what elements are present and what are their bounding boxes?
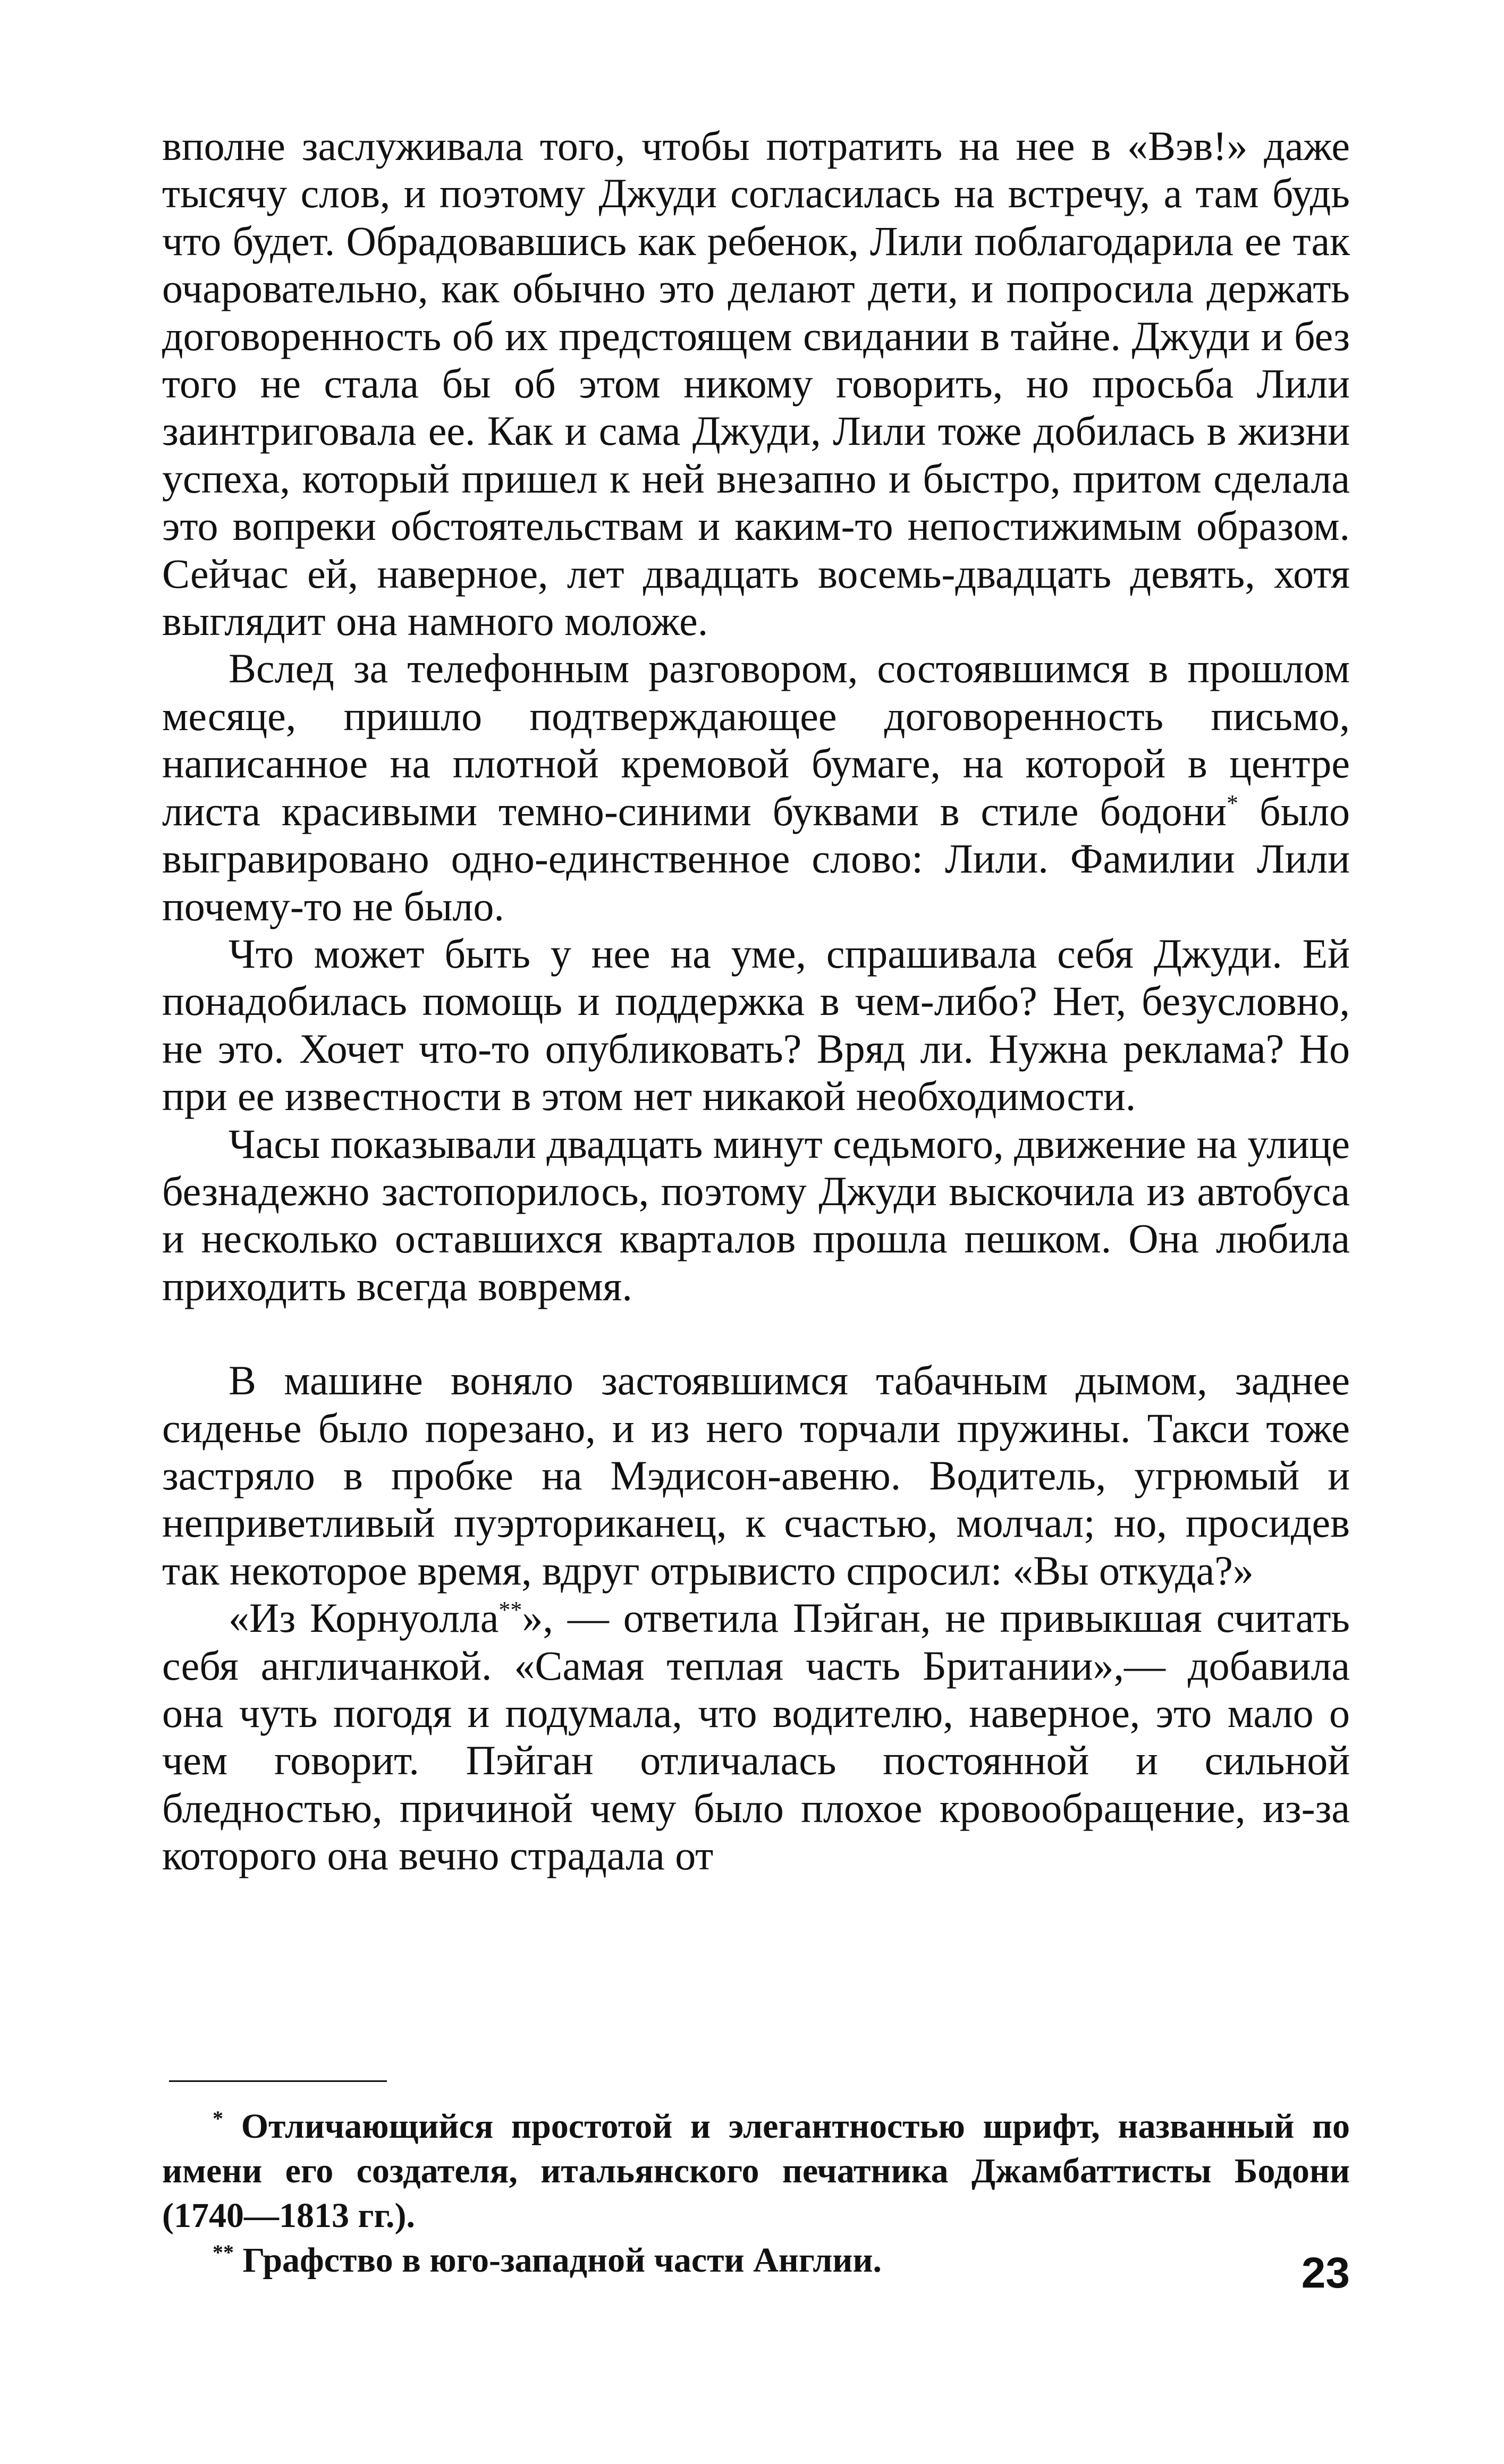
page-number: 23 — [1301, 2249, 1350, 2297]
footnote — [162, 2238, 1350, 2283]
paragraph-continued: вполне заслуживала того, чтобы потратить на нее в «Вэв!» даже тысячу слов, и поэтому Джуди согласилась на встречу, а там будь что будет. Обрадовавшись как ребенок, Лили поблагодарила ее так очаровательно, как обычно это делают дети, и попросила держать договоренность об их предстоящем свидании в тайне. Джуди и без того не стала бы об этом никому говорить, но просьба Лили заинтриговала ее. Как и сама Джуди, Лили тоже добилась в жизни успеха, который пришел к ней внезапно и быстро, притом сделала это вопреки обстоятельствам и каким-то непостижимым образом. Сейчас ей, наверное, лет двадцать восемь-двадцать девять, хотя выглядит она намного моложе. — [162, 123, 1350, 645]
section-break — [162, 1310, 1350, 1357]
paragraph-clock: Часы показывали двадцать минут седьмого, движение на улице безнадежно застопорилось, поэтому Джуди выскочила из автобуса и несколько оставшихся кварталов прошла пешком. Она любила приходить всегда вовремя. — [162, 1120, 1350, 1309]
paragraph-text: было выгравировано одно-единственное слово: Лили. Фамилии Лили почему-то не было. — [162, 788, 1350, 929]
footnote-text: Отличающийся простотой и элегантностью шрифт, названный по имени его создателя, итальянского печатника Джамбаттисты Бодони (1740—1813 гг.). — [162, 2107, 1350, 2235]
paragraph-questions: Что может быть у нее на уме, спрашивала себя Джуди. Ей понадобилась помощь и поддержка в чем-либо? Нет, безусловно, не это. Хочет что-то опубликовать? Вряд ли. Нужна реклама? Но при ее известности в этом нет никакой необходимости. — [162, 930, 1350, 1120]
footnote — [162, 2104, 1350, 2238]
paragraph-text: », — ответила Пэйган, не привыкшая считать себя англичанкой. «Самая теплая часть Британии»,— добавила она чуть погодя и подумала, что водителю, наверное, это мало о чем говорит. Пэйган отличалась постоянной и сильной бледностью, причиной чему было плохое кровообращение, из-за которого она вечно страдала от — [162, 1595, 1350, 1879]
footnotes — [162, 2104, 1350, 2283]
paragraph-taxi: В машине воняло застоявшимся табачным дымом, заднее сиденье было порезано, и из него торчали пружины. Такси тоже застряло в пробке на Мэдисон-авеню. Водитель, угрюмый и неприветливый пуэрториканец, к счастью, молчал; но, просидев так некоторое время, вдруг отрывисто спросил: «Вы откуда?» — [162, 1357, 1350, 1594]
paragraph-cornwall — [162, 1594, 1350, 1879]
paragraph-text: «Из Корнуолла — [229, 1595, 499, 1641]
paragraph-text: Вслед за телефонным разговором, состоявшимся в прошлом месяце, пришло подтверждающее договоренность письмо, написанное на плотной кремовой бумаге, на которой в центре листа красивыми темно-синими буквами в стиле бодони — [162, 645, 1350, 834]
paragraph-letter — [162, 645, 1350, 929]
body-text — [162, 122, 1350, 1879]
footnote-mark: * — [213, 2106, 223, 2130]
footnote-divider — [169, 2080, 387, 2082]
footnote-reference: ** — [498, 1597, 522, 1623]
footnote-mark: ** — [213, 2240, 234, 2264]
footnote-text: Графство в юго-западной части Англии. — [242, 2241, 882, 2280]
footnote-reference: * — [1227, 790, 1239, 816]
